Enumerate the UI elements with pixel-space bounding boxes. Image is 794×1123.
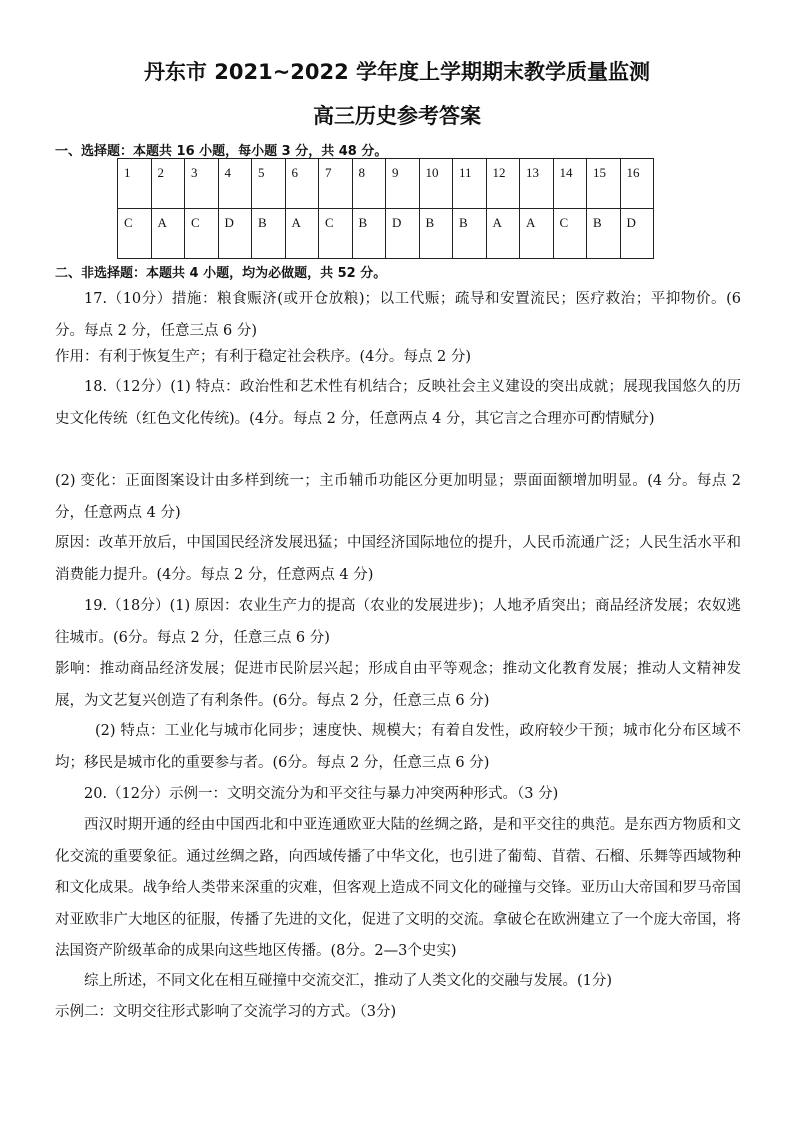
- answer-cell: C: [319, 209, 353, 259]
- answer-cell: B: [352, 209, 386, 259]
- section-1-heading: 一、选择题：本题共 16 小题，每小题 3 分，共 48 分。: [55, 144, 388, 159]
- q17-effects: 作用：有利于恢复生产；有利于稳定社会秩序。(4分。每点 2 分): [55, 349, 471, 365]
- q19-part2: (2) 特点：工业化与城市化同步；速度快、规模大；有着自发性，政府较少干预；城市化分布区域不均；移民是城市化的重要参与者。(6分。每点 2 分，任意三点 6 分): [55, 723, 741, 771]
- question-number: 3: [185, 159, 219, 209]
- question-number: 13: [520, 159, 554, 209]
- q20-example2: 示例二：文明交往形式影响了交流学习的方式。（3分): [55, 1004, 397, 1020]
- answer-row: [118, 209, 654, 259]
- answer-cell: A: [486, 209, 520, 259]
- answer-cell: B: [587, 209, 621, 259]
- question-number: 2: [151, 159, 185, 209]
- answer-cell: D: [386, 209, 420, 259]
- question-number: 16: [620, 159, 654, 209]
- q17-measures: 17.（10分）措施：粮食赈济(或开仓放粮)；以工代赈；疏导和安置流民；医疗救治；平抑物价。(6 分。每点 2 分，任意三点 6 分): [55, 291, 741, 339]
- q20-summary: 综上所述，不同文化在相互碰撞中交流交汇，推动了人类文化的交融与发展。(1分): [84, 973, 613, 989]
- question-number: 4: [218, 159, 252, 209]
- q20-example1: 20.（12分）示例一：文明交流分为和平交往与暴力冲突两种形式。（3 分): [84, 786, 559, 802]
- question-number-row: [118, 159, 654, 209]
- answer-table: [117, 158, 654, 259]
- page-title: 丹东市 2021~2022 学年度上学期期末教学质量监测: [143, 60, 651, 84]
- answer-cell: C: [553, 209, 587, 259]
- answer-cell: D: [620, 209, 654, 259]
- question-number: 6: [285, 159, 319, 209]
- question-number: 10: [419, 159, 453, 209]
- answer-cell: A: [151, 209, 185, 259]
- section-2-heading: 二、非选择题：本题共 4 小题，均为必做题，共 52 分。: [55, 266, 387, 281]
- question-number: 8: [352, 159, 386, 209]
- answer-cell: C: [185, 209, 219, 259]
- answer-cell: B: [453, 209, 487, 259]
- question-number: 5: [252, 159, 286, 209]
- q20-example1-body: 西汉时期开通的经由中国西北和中亚连通欧亚大陆的丝绸之路，是和平交往的典范。是东西方物质和文化交流的重要象征。通过丝绸之路，向西域传播了中华文化，也引进了葡萄、苜蓿、石榴、乐舞等西域物种和文化成果。战争给人类带来深重的灾难，但客观上造成不同文化的碰撞与交锋。亚历山大帝国和罗马帝国对亚欧非广大地区的征服，传播了先进的文化，促进了文明的交流。拿破仑在欧洲建立了一个庞大帝国，将法国资产阶级革命的成果向这些地区传播。(8分。2—3个史实): [55, 817, 741, 959]
- question-number: 7: [319, 159, 353, 209]
- answer-cell: C: [118, 209, 152, 259]
- answer-cell: B: [252, 209, 286, 259]
- question-number: 9: [386, 159, 420, 209]
- q18-part2-changes: (2) 变化：正面图案设计由多样到统一；主币辅币功能区分更加明显；票面面额增加明显。(4 分。每点 2 分，任意两点 4 分): [55, 473, 741, 521]
- question-number: 15: [587, 159, 621, 209]
- q19-part1-impact: 影响：推动商品经济发展；促进市民阶层兴起；形成自由平等观念；推动文化教育发展；推动人文精神发展，为文艺复兴创造了有利条件。(6分。每点 2 分，任意三点 6 分): [55, 661, 741, 709]
- answer-cell: A: [520, 209, 554, 259]
- answer-cell: B: [419, 209, 453, 259]
- answer-cell: D: [218, 209, 252, 259]
- question-number: 14: [553, 159, 587, 209]
- q18-part1: 18.（12分）(1) 特点：政治性和艺术性有机结合；反映社会主义建设的突出成就；展现我国悠久的历史文化传统（红色文化传统)。(4分。每点 2 分，任意两点 4 分，其它言之合理亦可酌情赋分): [55, 379, 741, 427]
- answer-cell: A: [285, 209, 319, 259]
- page-subtitle: 高三历史参考答案: [313, 104, 481, 128]
- question-number: 12: [486, 159, 520, 209]
- q18-part2-reasons: 原因：改革开放后，中国国民经济发展迅猛；中国经济国际地位的提升，人民币流通广泛；人民生活水平和消费能力提升。(4分。每点 2 分，任意两点 4 分): [55, 535, 741, 583]
- question-number: 1: [118, 159, 152, 209]
- question-number: 11: [453, 159, 487, 209]
- q19-part1-reasons: 19.（18分）(1) 原因：农业生产力的提高（农业的发展进步)；人地矛盾突出；商品经济发展；农奴逃往城市。(6分。每点 2 分，任意三点 6 分): [55, 598, 741, 646]
